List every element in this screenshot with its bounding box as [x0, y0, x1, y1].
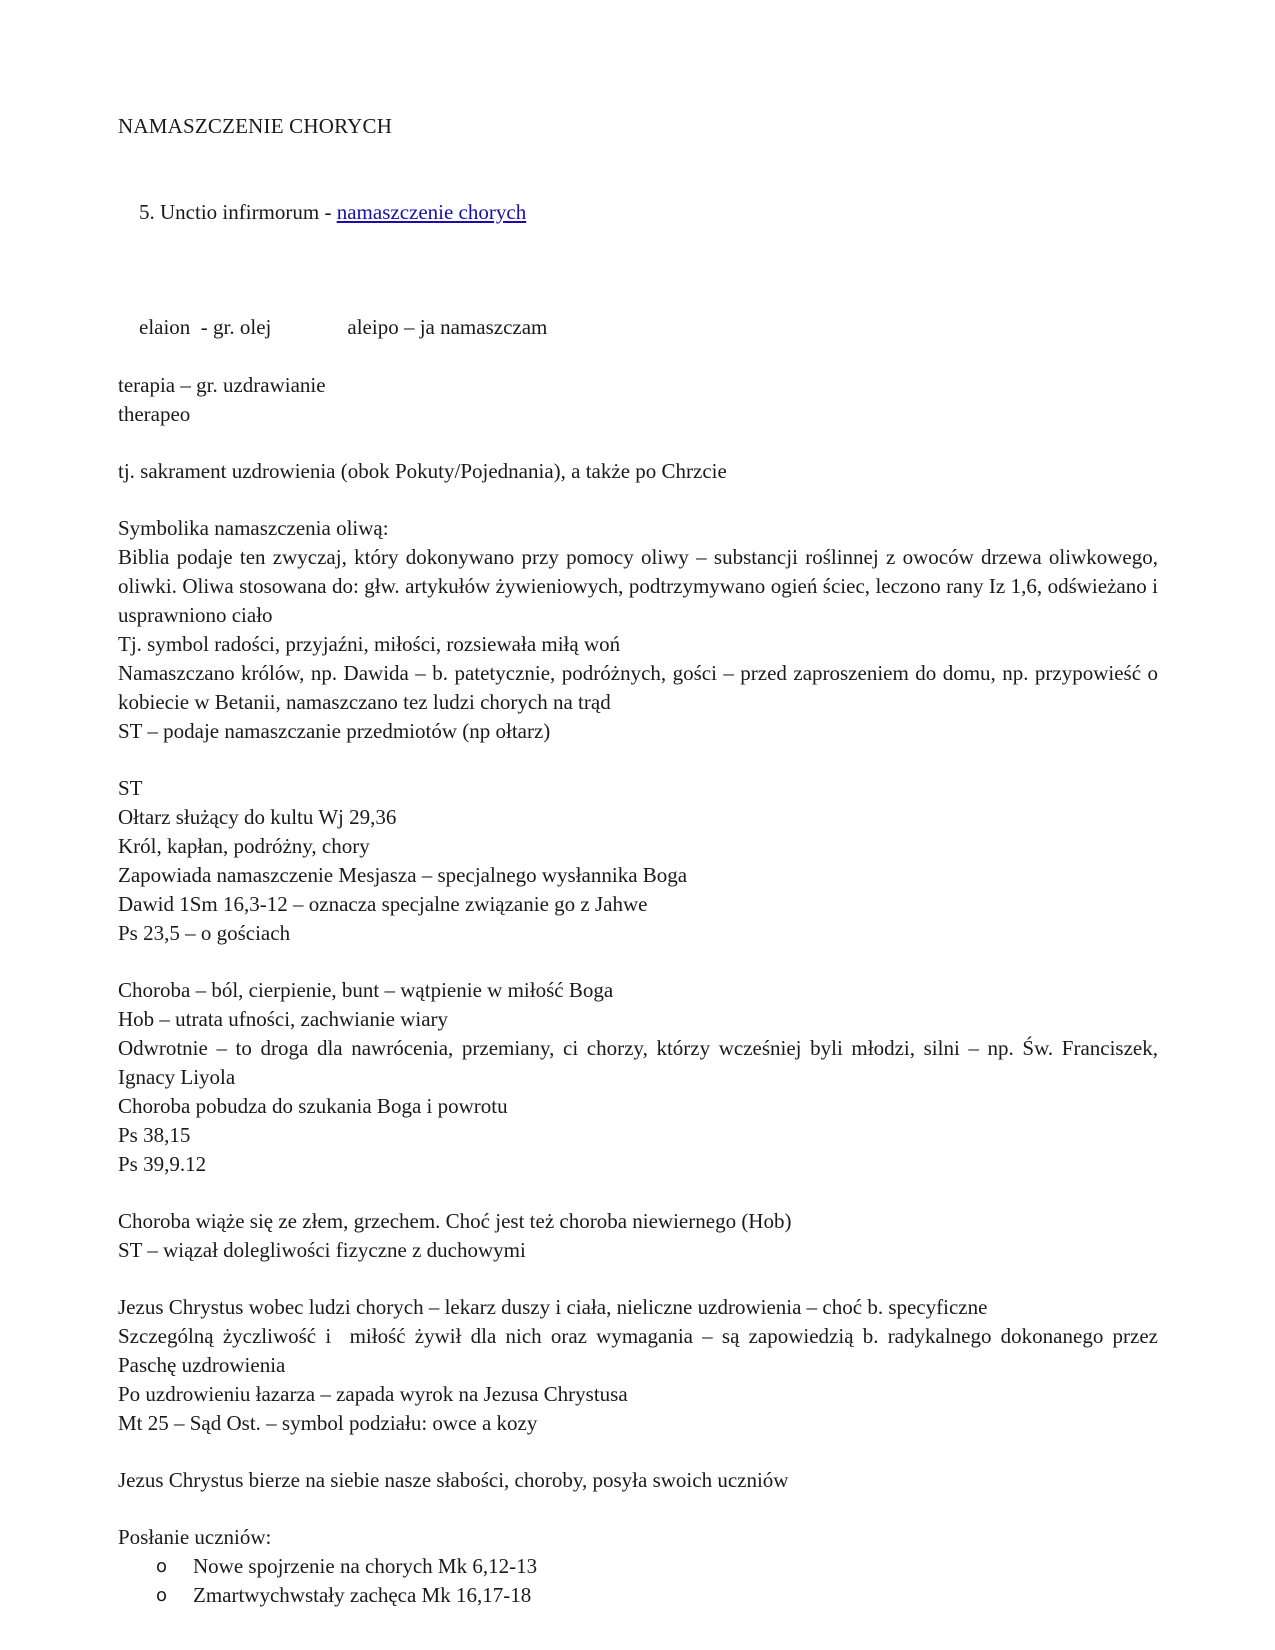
term-row-elaion: [118, 284, 1158, 371]
choroba-line: Choroba – ból, cierpienie, bunt – wątpienie w miłość Boga: [118, 978, 614, 1002]
zlo-line: ST – wiązał dolegliwości fizyczne z duchowymi: [118, 1238, 526, 1262]
jezus-line: Jezus Chrystus wobec ludzi chorych – lekarz duszy i ciała, nieliczne uzdrowienia – choć b. specyficzne: [118, 1295, 988, 1319]
poslanie-list: [118, 1552, 1158, 1610]
choroba-line: Ps 38,15: [118, 1123, 191, 1147]
choroba-paragraph: Odwrotnie – to droga dla nawrócenia, przemiany, ci chorzy, którzy wcześniej byli młodzi, silni – np. Św. Franciszek, Ignacy Liyola: [118, 1036, 1164, 1089]
zlo-line: Choroba wiąże się ze złem, grzechem. Choć jest też choroba niewiernego (Hob): [118, 1209, 792, 1233]
choroba-line: Choroba pobudza do szukania Boga i powrotu: [118, 1094, 508, 1118]
st-line: Król, kapłan, podróżny, chory: [118, 834, 370, 858]
term-therapeo: therapeo: [118, 402, 191, 426]
jezus-line: Mt 25 – Sąd Ost. – symbol podziału: owce a kozy: [118, 1411, 538, 1435]
symbolika-heading: Symbolika namaszczenia oliwą:: [118, 516, 389, 540]
spacer: [118, 1179, 1158, 1207]
st-line: Zapowiada namaszczenie Mesjasza – specjalnego wysłannika Boga: [118, 863, 688, 887]
intro-line: [118, 169, 1158, 256]
st-heading: ST: [118, 776, 143, 800]
list-item: [118, 1552, 1158, 1581]
bullet-circle-icon: o: [156, 1556, 168, 1577]
spacer: [118, 141, 1158, 169]
st-line: Dawid 1Sm 16,3-12 – oznacza specjalne związanie go z Jahwe: [118, 892, 648, 916]
choroba-line: Hob – utrata ufności, zachwianie wiary: [118, 1007, 449, 1031]
sacrament-line: tj. sakrament uzdrowienia (obok Pokuty/Pojednania), a także po Chrzcie: [118, 459, 727, 483]
st-line: Ołtarz służący do kultu Wj 29,36: [118, 805, 397, 829]
poslanie-heading: Posłanie uczniów:: [118, 1525, 272, 1549]
jezus-paragraph: Szczególną życzliwość i miłość żywił dla nich oraz wymagania – są zapowiedzią b. radykalnego dokonanego przez Paschę uzdrowienia: [118, 1324, 1164, 1377]
spacer: [118, 486, 1158, 514]
bullet-circle-icon: o: [156, 1585, 168, 1606]
jezus-line: Po uzdrowieniu łazarza – zapada wyrok na Jezusa Chrystusa: [118, 1382, 628, 1406]
document-title: NAMASZCZENIE CHORYCH: [118, 114, 393, 138]
choroba-line: Ps 39,9.12: [118, 1152, 207, 1176]
spacer: [118, 429, 1158, 457]
symbolika-paragraph: Namaszczano królów, np. Dawida – b. patetycznie, podróżnych, gości – przed zaproszeniem do domu, np. przypowieść o kobiecie w Betanii, namaszczano tez ludzi chorych na trąd: [118, 661, 1164, 714]
term-aleipo: aleipo – ja namaszczam: [347, 315, 548, 339]
symbolika-line: Tj. symbol radości, przyjaźni, miłości, rozsiewała miłą woń: [118, 632, 621, 656]
spacer: [118, 1438, 1158, 1466]
list-item-text: Nowe spojrzenie na chorych Mk 6,12-13: [193, 1554, 538, 1578]
spacer: [118, 746, 1158, 774]
list-item: [118, 1581, 1158, 1610]
term-elaion: elaion - gr. olej: [139, 315, 272, 339]
term-terapia: terapia – gr. uzdrawianie: [118, 373, 326, 397]
spacer: [118, 1265, 1158, 1293]
slabosci-line: Jezus Chrystus bierze na siebie nasze słabości, choroby, posyła swoich uczniów: [118, 1468, 789, 1492]
symbolika-paragraph: Biblia podaje ten zwyczaj, który dokonywano przy pomocy oliwy – substancji roślinnej z owoców drzewa oliwkowego, oliwki. Oliwa stosowana do: głw. artykułów żywieniowych, podtrzymywano ogień ściec, leczono rany Iz 1,6, odświeżano i usprawniono ciało: [118, 545, 1164, 627]
spacer: [118, 948, 1158, 976]
intro-prefix: 5. Unctio infirmorum -: [139, 200, 337, 224]
list-item-text: Zmartwychwstały zachęca Mk 16,17-18: [193, 1583, 532, 1607]
document-page: [118, 112, 1164, 1610]
spacer: [118, 1495, 1158, 1523]
st-line: Ps 23,5 – o gościach: [118, 921, 291, 945]
namaszczenie-link[interactable]: namaszczenie chorych: [336, 200, 527, 224]
spacer: [118, 256, 1158, 284]
symbolika-line: ST – podaje namaszczanie przedmiotów (np ołtarz): [118, 719, 551, 743]
